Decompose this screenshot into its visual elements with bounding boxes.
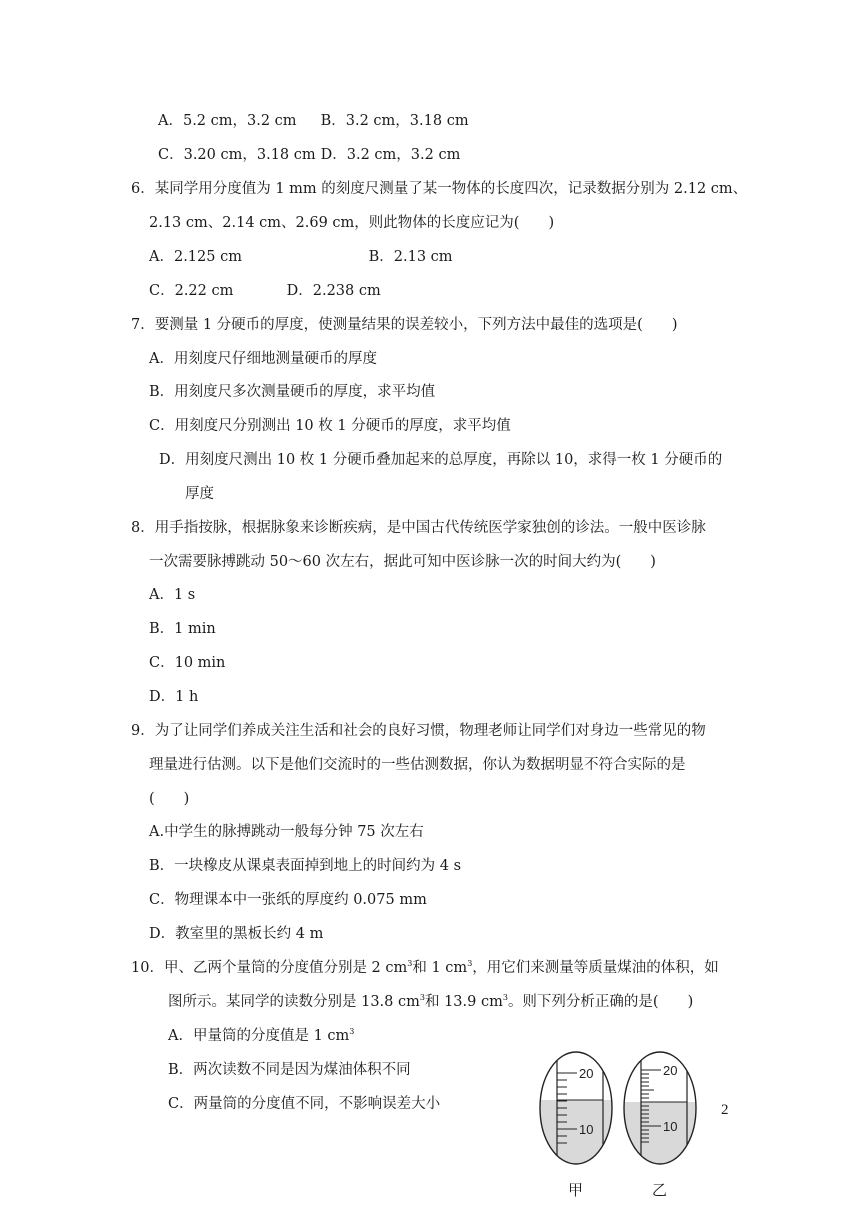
q7-stem: 7．要测量 1 分硬币的厚度，使测量结果的误差较小，下列方法中最佳的选项是( ) bbox=[131, 317, 678, 333]
q9-option-c: C．物理课本中一张纸的厚度约 0.075 mm bbox=[149, 892, 427, 908]
page-number: 2 bbox=[721, 1102, 729, 1118]
q9-option-d: D．教室里的黑板长约 4 m bbox=[149, 926, 324, 942]
q7-option-a: A．用刻度尺仔细地测量硬币的厚度 bbox=[149, 351, 377, 367]
q10-stem-1a: 10．甲、乙两个量筒的分度值分别是 2 cm bbox=[131, 960, 408, 976]
q10-sup-4: 3 bbox=[502, 993, 508, 1003]
q9-stem-line-3: ( ) bbox=[149, 791, 190, 807]
q6-option-b: B．2.13 cm bbox=[368, 249, 453, 265]
q5-option-a: A．5.2 cm，3.2 cm bbox=[158, 113, 297, 129]
cylinder-figure bbox=[535, 1048, 715, 1208]
q9-option-a: A.中学生的脉搏跳动一般每分钟 75 次左右 bbox=[149, 824, 424, 840]
q8-option-d: D．1 h bbox=[149, 689, 199, 705]
q5-option-b: B．3.2 cm，3.18 cm bbox=[320, 113, 469, 129]
q10-stem-line-2 bbox=[168, 992, 693, 1012]
label-jia: 甲 bbox=[568, 1181, 584, 1199]
cylinder-yi bbox=[619, 1052, 709, 1172]
q9-stem-line-1: 9．为了让同学们养成关注生活和社会的良好习惯，物理老师让同学们对身边一些常见的物 bbox=[131, 723, 706, 739]
q7-option-c: C．用刻度尺分别测出 10 枚 1 分硬币的厚度，求平均值 bbox=[149, 418, 511, 434]
q6-option-a: A．2.125 cm bbox=[149, 249, 242, 265]
q7-option-b: B．用刻度尺多次测量硬币的厚度，求平均值 bbox=[149, 384, 436, 400]
q7-option-d-line-2: 厚度 bbox=[185, 486, 214, 502]
q10-stem-2b: 和 13.9 cm bbox=[424, 994, 503, 1010]
q10-option-c: C．两量筒的分度值不同，不影响误差大小 bbox=[168, 1096, 441, 1112]
q10-stem-1b: 和 1 cm bbox=[412, 960, 468, 976]
q5-option-row-2 bbox=[158, 145, 460, 165]
yi-label-20: 20 bbox=[663, 1063, 678, 1078]
q10-sup-5: 3 bbox=[349, 1027, 355, 1037]
q6-option-d: D．2.238 cm bbox=[286, 283, 381, 299]
q10-sup-2: 3 bbox=[467, 959, 473, 969]
q8-stem-line-1: 8．用手指按脉，根据脉象来诊断疾病，是中国古代传统医学家独创的诊法。一般中医诊脉 bbox=[131, 520, 706, 536]
q10-option-b: B．两次读数不同是因为煤油体积不同 bbox=[168, 1062, 411, 1078]
q8-option-c: C．10 min bbox=[149, 655, 226, 671]
q6-option-row-1 bbox=[149, 247, 453, 267]
q10-stem-2c: 。则下列分析正确的是( ) bbox=[507, 994, 694, 1010]
q10-option-a-text: A．甲量筒的分度值是 1 cm bbox=[168, 1028, 350, 1044]
q9-option-b: B．一块橡皮从课桌表面掉到地上的时间约为 4 s bbox=[149, 858, 462, 874]
q5-option-d: D．3.2 cm，3.2 cm bbox=[320, 147, 461, 163]
q9-stem-line-2: 理量进行估测。以下是他们交流时的一些估测数据，你认为数据明显不符合实际的是 bbox=[149, 757, 686, 773]
q6-option-c: C．2.22 cm bbox=[149, 283, 234, 299]
q10-sup-3: 3 bbox=[419, 993, 425, 1003]
q8-option-b: B．1 min bbox=[149, 621, 216, 637]
cylinder-diagram bbox=[535, 1048, 715, 1173]
q10-stem-1c: ，用它们来测量等质量煤油的体积，如 bbox=[472, 960, 719, 976]
q8-stem-line-2: 一次需要脉搏跳动 50～60 次左右，据此可知中医诊脉一次的时间大约为( ) bbox=[149, 554, 656, 570]
cylinder-jia bbox=[535, 1052, 625, 1170]
jia-label-10: 10 bbox=[579, 1122, 594, 1137]
label-yi: 乙 bbox=[652, 1181, 668, 1199]
q6-stem-line-2: 2.13 cm、2.14 cm、2.69 cm，则此物体的长度应记为( ) bbox=[149, 215, 555, 231]
jia-label-20: 20 bbox=[579, 1066, 594, 1081]
q6-stem-line-1: 6．某同学用分度值为 1 mm 的刻度尺测量了某一物体的长度四次，记录数据分别为 2.12 cm、 bbox=[131, 181, 748, 197]
q7-option-d-line-1: D．用刻度尺测出 10 枚 1 分硬币叠加起来的总厚度，再除以 10，求得一枚 1 分硬币的 bbox=[159, 452, 723, 468]
yi-label-10: 10 bbox=[663, 1119, 678, 1134]
q10-stem-line-1 bbox=[131, 958, 719, 978]
q10-option-a bbox=[168, 1026, 354, 1046]
q10-stem-2a: 图所示。某同学的读数分别是 13.8 cm bbox=[168, 994, 420, 1010]
q5-option-row-1 bbox=[158, 111, 469, 131]
q10-sup-1: 3 bbox=[407, 959, 413, 969]
q8-option-a: A．1 s bbox=[149, 587, 196, 603]
q5-option-c: C．3.20 cm，3.18 cm bbox=[158, 147, 316, 163]
q6-option-row-2 bbox=[149, 281, 381, 301]
